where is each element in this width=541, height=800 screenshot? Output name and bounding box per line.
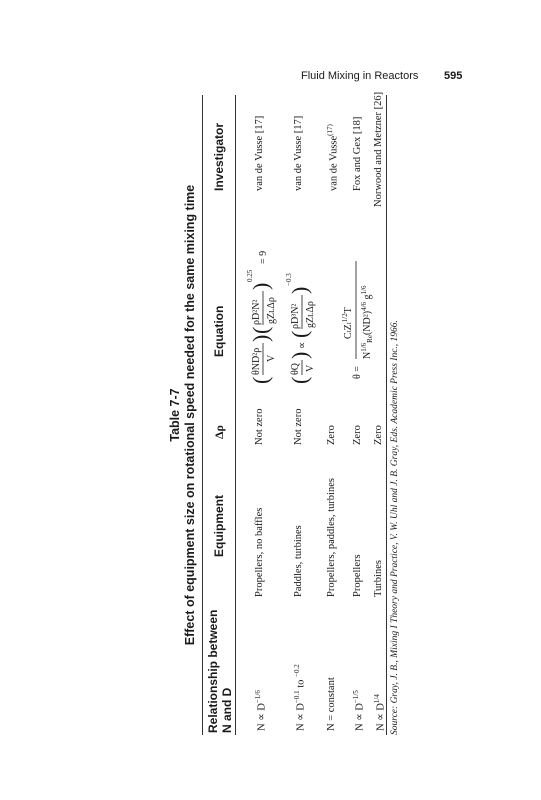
svg-text:(: (: [248, 326, 273, 334]
table-top-rule: [202, 95, 203, 735]
row2-equation: [283, 206, 326, 386]
row4-delta-rho: Zero: [352, 425, 363, 445]
svg-text:ρD²N²: ρD²N²: [251, 299, 262, 325]
table-title: Effect of equipment size on rotational speed needed for the same mixing time: [183, 184, 197, 646]
svg-text:∝: ∝: [297, 341, 308, 349]
row5-delta-rho: Zero: [373, 425, 384, 445]
svg-text:CtZt1/2T: CtZt$^{1/2}$T: [341, 307, 354, 339]
svg-text:): ): [287, 286, 312, 294]
row3-equipment: Propellers, paddles, turbines: [326, 478, 337, 597]
col-header-relationship: Relationship between N and D: [206, 609, 234, 733]
row1-equation: [244, 206, 287, 386]
table-number: Table 7-7: [168, 388, 182, 442]
svg-text:θ =: θ =: [352, 366, 363, 379]
row4-relationship: $N \propto D^{-1/5}$: [352, 690, 366, 731]
col-header-delta-rho: Δρ: [212, 425, 226, 439]
svg-text:N1/6Re(ND²)4/6 g1/6: $N^{1/6}_{Re}(ND^2)^{4/6}$ $g^{1/6}$: [360, 285, 374, 359]
row3-relationship: N = constant: [326, 677, 337, 731]
row3-delta-rho: Zero: [326, 425, 337, 445]
svg-text:V: V: [305, 364, 316, 372]
row5-equipment: Turbines: [373, 560, 384, 597]
header-bottom-rule: [235, 95, 236, 735]
svg-text:): ): [287, 351, 312, 359]
svg-text:gZLΔρ: gZLΔρ: [305, 301, 316, 328]
row2-relationship: $N \propto D^{-0.1}$ to $^{-0.2}$: [293, 664, 307, 731]
svg-text:gZLΔρ: gZLΔρ: [266, 297, 277, 324]
row5-relationship: $N \propto D^{1/4}$: [373, 694, 387, 731]
row2-investigator: van de Vusse [17]: [293, 115, 304, 191]
svg-text:): ): [248, 282, 273, 290]
running-title: Fluid Mixing in Reactors: [301, 70, 419, 82]
col-header-equipment: Equipment: [212, 495, 226, 557]
row2-delta-rho: Not zero: [293, 408, 304, 445]
col-header-investigator: Investigator: [212, 122, 226, 191]
row1-relationship: $N \propto D^{-1/6}$: [254, 690, 268, 731]
svg-text:(: (: [287, 330, 312, 338]
svg-text:θND²ρ: θND²ρ: [251, 347, 262, 375]
row1-equipment: Propellers, no baffles: [254, 507, 265, 597]
svg-text:θQ: θQ: [290, 362, 301, 375]
rotated-table: [168, 91, 400, 735]
svg-text:): ): [248, 334, 273, 342]
table-bottom-rule: [386, 95, 387, 735]
row1-investigator: van de Vusse [17]: [254, 115, 265, 191]
svg-text:(: (: [287, 376, 312, 384]
row4-equipment: Propellers: [352, 554, 363, 597]
svg-text:0.25: 0.25: [246, 269, 254, 282]
row5-investigator: Norwood and Metzner [26]: [373, 91, 384, 207]
row3-investigator: van de Vusse$^{(17)}$: [326, 124, 340, 191]
svg-text:−0.3: −0.3: [285, 273, 293, 286]
col-header-equation: Equation: [212, 305, 226, 357]
row1-delta-rho: Not zero: [254, 408, 265, 445]
svg-text:= 9: = 9: [258, 250, 269, 264]
svg-text:ρD³N²: ρD³N²: [290, 303, 301, 329]
row4-equation: [340, 211, 379, 381]
page-number: 595: [444, 70, 463, 82]
row2-equipment: Paddles, turbines: [293, 525, 304, 597]
table-source-note: Source: Gray, J. B., Mixing I Theory and Practice, V. W. Uhl and J. B. Gray, Eds. Academic Press Inc., 1966.: [390, 320, 400, 735]
row4-investigator: Fox and Gex [18]: [352, 116, 363, 191]
svg-text:(: (: [248, 376, 273, 384]
svg-text:V: V: [266, 354, 277, 362]
